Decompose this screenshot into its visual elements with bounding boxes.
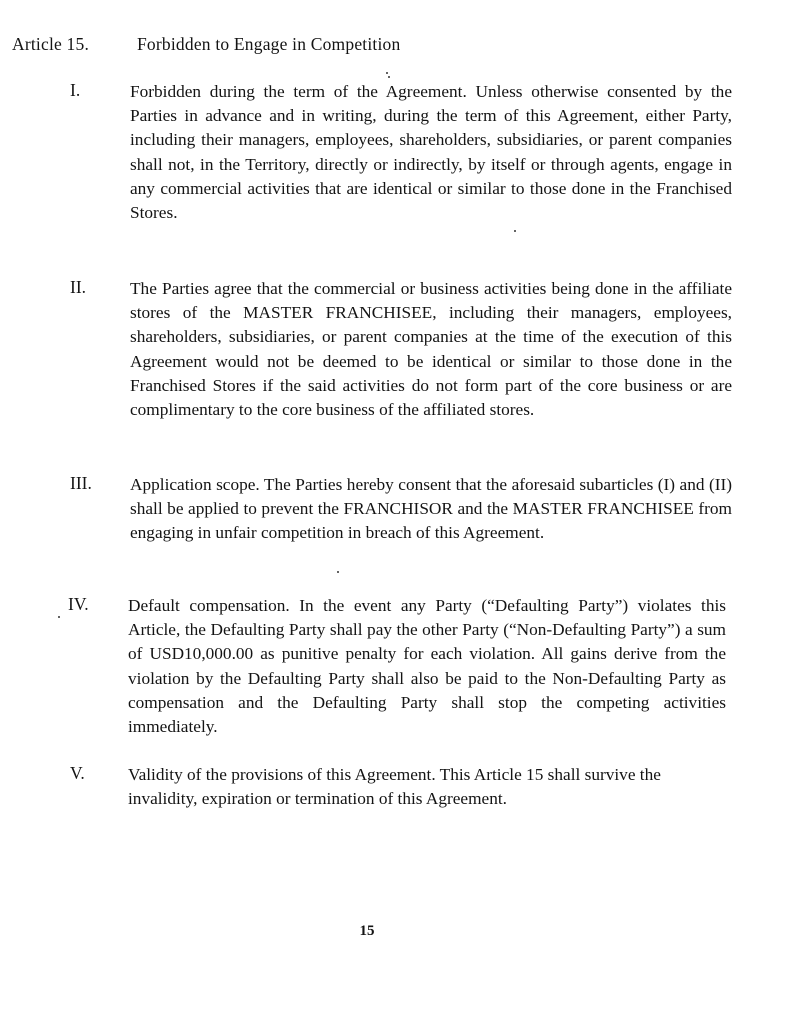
page-number: 15 [359,923,375,939]
scan-speck [386,72,388,74]
clause-text: Default compensation. In the event any Party (“Defaulting Party”) violates this Article, the Defaulting Party shall pay the other Party (“Non-Defaulting Party”) a sum of USD10,000.00 as punitive penalty for each violation. All gains derive from the violation by the Defaulting Party shall also be paid to the Non-Defaulting Party as compensation and the Defaulting Party shall stop the competing activities immediately. [128,596,726,737]
scan-speck [337,571,339,573]
scan-speck [514,230,516,232]
clause-text: Application scope. The Parties hereby consent that the aforesaid subarticles (I) and (II) shall be applied to prevent the FRANCHISOR and the MASTER FRANCHISEE from engaging in unfair competition in breach of this Agreement. [130,475,732,543]
clause-numeral: IV. [68,594,89,614]
article-title: Forbidden to Engage in Competition [137,34,401,54]
clause-numeral: III. [70,473,92,493]
clause-text: The Parties agree that the commercial or business activities being done in the affiliate stores of the MASTER FRANCHISEE, including their managers, employees, shareholders, subsidiaries, or parent companies at the time of the execution of this Agreement would not be deemed to be identical or similar to those done in the Franchised Stores if the said activities do not form part of the core business or are complimentary to the core business of the affiliated stores. [130,279,732,420]
article-number: Article 15. [12,34,90,54]
clause-text: Forbidden during the term of the Agreement. Unless otherwise consented by the Parties in advance and in writing, during the term of this Agreement, either Party, including their managers, employees, shareholders, subsidiaries, or parent companies shall not, in the Territory, directly or indirectly, by itself or through agents, engage in any commercial activities that are identical or similar to those done in the Franchised Stores. [130,82,732,223]
clause-numeral: I. [70,80,81,100]
scan-speck [388,76,390,78]
scan-speck [58,616,60,618]
clause-numeral: II. [70,277,87,297]
clause-numeral: V. [70,763,85,783]
clause-text: Validity of the provisions of this Agreement. This Article 15 shall survive the invalidity, expiration or termination of this Agreement. [128,765,661,809]
